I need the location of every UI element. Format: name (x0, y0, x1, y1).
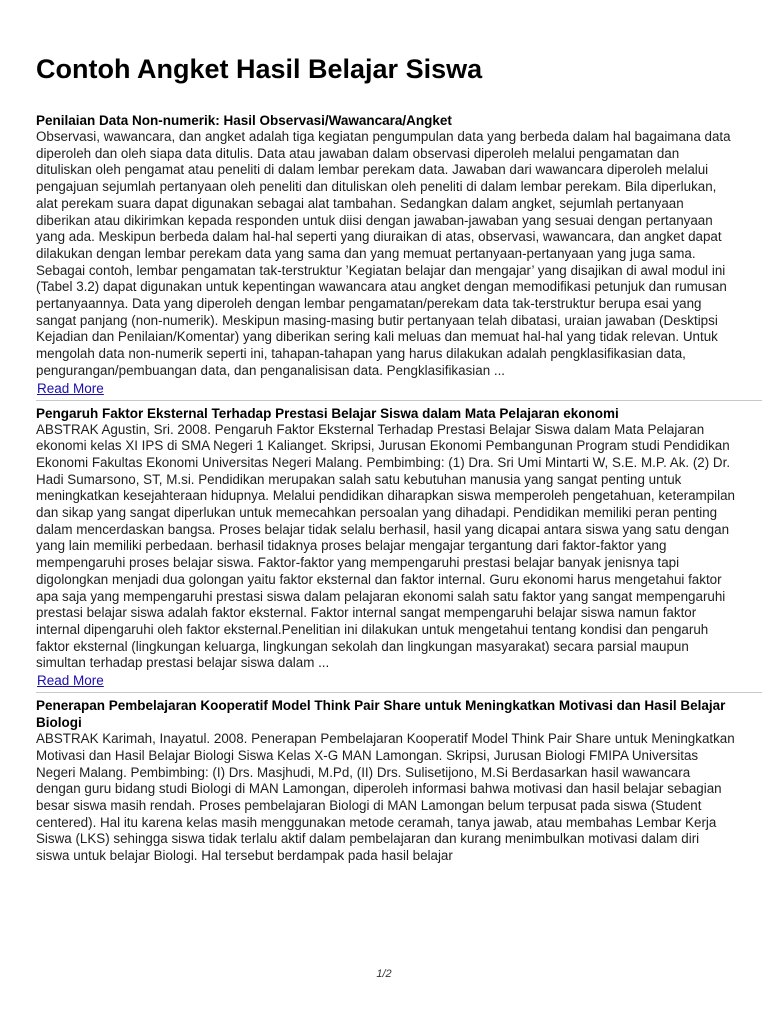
read-more-link[interactable]: Read More (37, 673, 104, 689)
article-2 (36, 405, 736, 691)
document-page (36, 52, 736, 865)
divider (36, 692, 762, 693)
page-number: 1/2 (376, 968, 392, 980)
article-3 (36, 697, 736, 865)
article-body: ABSTRAK Agustin, Sri. 2008. Pengaruh Faktor Eksternal Terhadap Prestasi Belajar Siswa dalam Mata Pelajaran ekonomi kelas XI IPS di SMA Negeri 1 Kalianget. Skripsi, Jurusan Ekonomi Pembangunan Program studi Pendidikan Ekonomi Fakultas Ekonomi Universitas Negeri Malang. Pembimbing: (1) Dra. Sri Umi Mintarti W, S.E. M.P. Ak. (2) Dr. Hadi Sumarsono, ST, M.si. Pendidikan merupakan salah satu kebutuhan manusia yang sangat penting untuk meningkatkan kesejahteraan hidupnya. Melalui pendidikan diharapkan siswa memperoleh pengetahuan, keterampilan dan sikap yang sangat diperlukan untuk memecahkan persoalan yang dihadapi. Pendidikan memiliki peran penting dalam mencerdaskan bangsa. Proses belajar tidak selalu berhasil, hasil yang dicapai antara siswa yang satu dengan yang lain memiliki perbedaan. berhasil tidaknya proses belajar mengajar tergantung dari faktor-faktor yang mempengaruhi proses belajar siswa. Faktor-faktor yang mempengaruhi prestasi belajar banyak jenisnya tapi digolongkan menjadi dua golongan yaitu faktor eksternal dan faktor internal. Guru ekonomi harus mengetahui faktor apa saja yang mempengaruhi prestasi siswa dalam pelajaran ekonomi salah satu faktor yang sangat mempengaruhi prestasi belajar siswa adalah faktor eksternal. Faktor internal sangat mempengaruhi belajar siswa namun faktor internal dipengaruhi oleh faktor eksternal.Penelitian ini dilakukan untuk mengetahui tentang kondisi dan pengaruh faktor eksternal (lingkungan keluarga, lingkungan sekolah dan lingkungan masyarakat) secara parsial maupun simultan terhadap prestasi belajar siswa dalam ... (36, 421, 735, 671)
article-title: Pengaruh Faktor Eksternal Terhadap Prestasi Belajar Siswa dalam Mata Pelajaran ekonomi (36, 405, 619, 421)
article-title: Penerapan Pembelajaran Kooperatif Model Think Pair Share untuk Meningkatkan Motivasi dan Hasil Belajar Biologi (36, 698, 726, 731)
article-title: Penilaian Data Non-numerik: Hasil Observasi/Wawancara/Angket (36, 113, 452, 128)
article-body: Observasi, wawancara, dan angket adalah tiga kegiatan pengumpulan data yang berbeda dalam hal bagaimana data diperoleh dan oleh siapa data ditulis. Data atau jawaban dalam observasi diperoleh melalui pengamatan dan dituliskan oleh pengamat atau peneliti di dalam lembar perekam data. Jawaban dari wawancara diperoleh melalui pengajuan sejumlah pertanyaan oleh peneliti dan dituliskan oleh peneliti di dalam lembar perekam. Bila diperlukan, alat perekam suara dapat digunakan sebagai alat tambahan. Sedangkan dalam angket, sejumlah pertanyaan diberikan atau dikirimkan kepada responden untuk diisi dengan jawaban-jawaban yang sesuai dengan pertanyaan yang ada. Meskipun berbeda dalam hal-hal seperti yang diuraikan di atas, observasi, wawancara, dan angket dapat dilakukan dengan lembar perekam data yang sama dan yang memuat pertanyaan-pertanyaan yang juga sama. Sebagai contoh, lembar pengamatan tak-terstruktur ’Kegiatan belajar dan mengajar’ yang disajikan di awal modul ini (Tabel 3.2) dapat digunakan untuk kepentingan wawancara atau angket dengan memodifikasi petunjuk dan rumusan pertanyaannya. Data yang diperoleh dengan lembar pengamatan/perekam data tak-terstruktur berupa esai yang sangat panjang (non-numerik). Meskipun masing-masing butir pertanyaan telah dibatasi, uraian jawaban (Desktipsi Kejadian dan Penilaian/Komentar) yang diberikan sering kali meluas dan memuat hal-hal yang tidak relevan. Untuk mengolah data non-numerik seperti ini, tahapan-tahapan yang harus dilakukan adalah pengklasifikasian data, pengurangan/pembuangan data, dan penganalisisan data. Pengklasifikasian ... (36, 129, 731, 378)
page-title: Contoh Angket Hasil Belajar Siswa (36, 54, 483, 84)
read-more-link[interactable]: Read More (37, 380, 104, 396)
article-1 (36, 112, 736, 398)
divider (36, 400, 762, 401)
article-body: ABSTRAK Karimah, Inayatul. 2008. Penerapan Pembelajaran Kooperatif Model Think Pair Share untuk Meningkatkan Motivasi dan Hasil Belajar Biologi Siswa Kelas X-G MAN Lamongan. Skripsi, Jurusan Biologi FMIPA Universitas Negeri Malang. Pembimbing: (I) Drs. Masjhudi, M.Pd, (II) Drs. Sulisetijono, M.Si Berdasarkan hasil wawancara dengan guru bidang studi Biologi di MAN Lamongan, diperoleh informasi bahwa motivasi dan hasil belajar sebagian besar siswa masih rendah. Proses pembelajaran Biologi di MAN Lamongan belum terpusat pada siswa (Student centered). Hal itu karena kelas masih menggunakan metode ceramah, tanya jawab, atau membahas Lembar Kerja Siswa (LKS) sehingga siswa tidak terlalu aktif dalam pembelajaran dan kurang menimbulkan motivasi dalam diri siswa untuk belajar Biologi. Hal tersebut berdampak pada hasil belajar (36, 731, 735, 864)
